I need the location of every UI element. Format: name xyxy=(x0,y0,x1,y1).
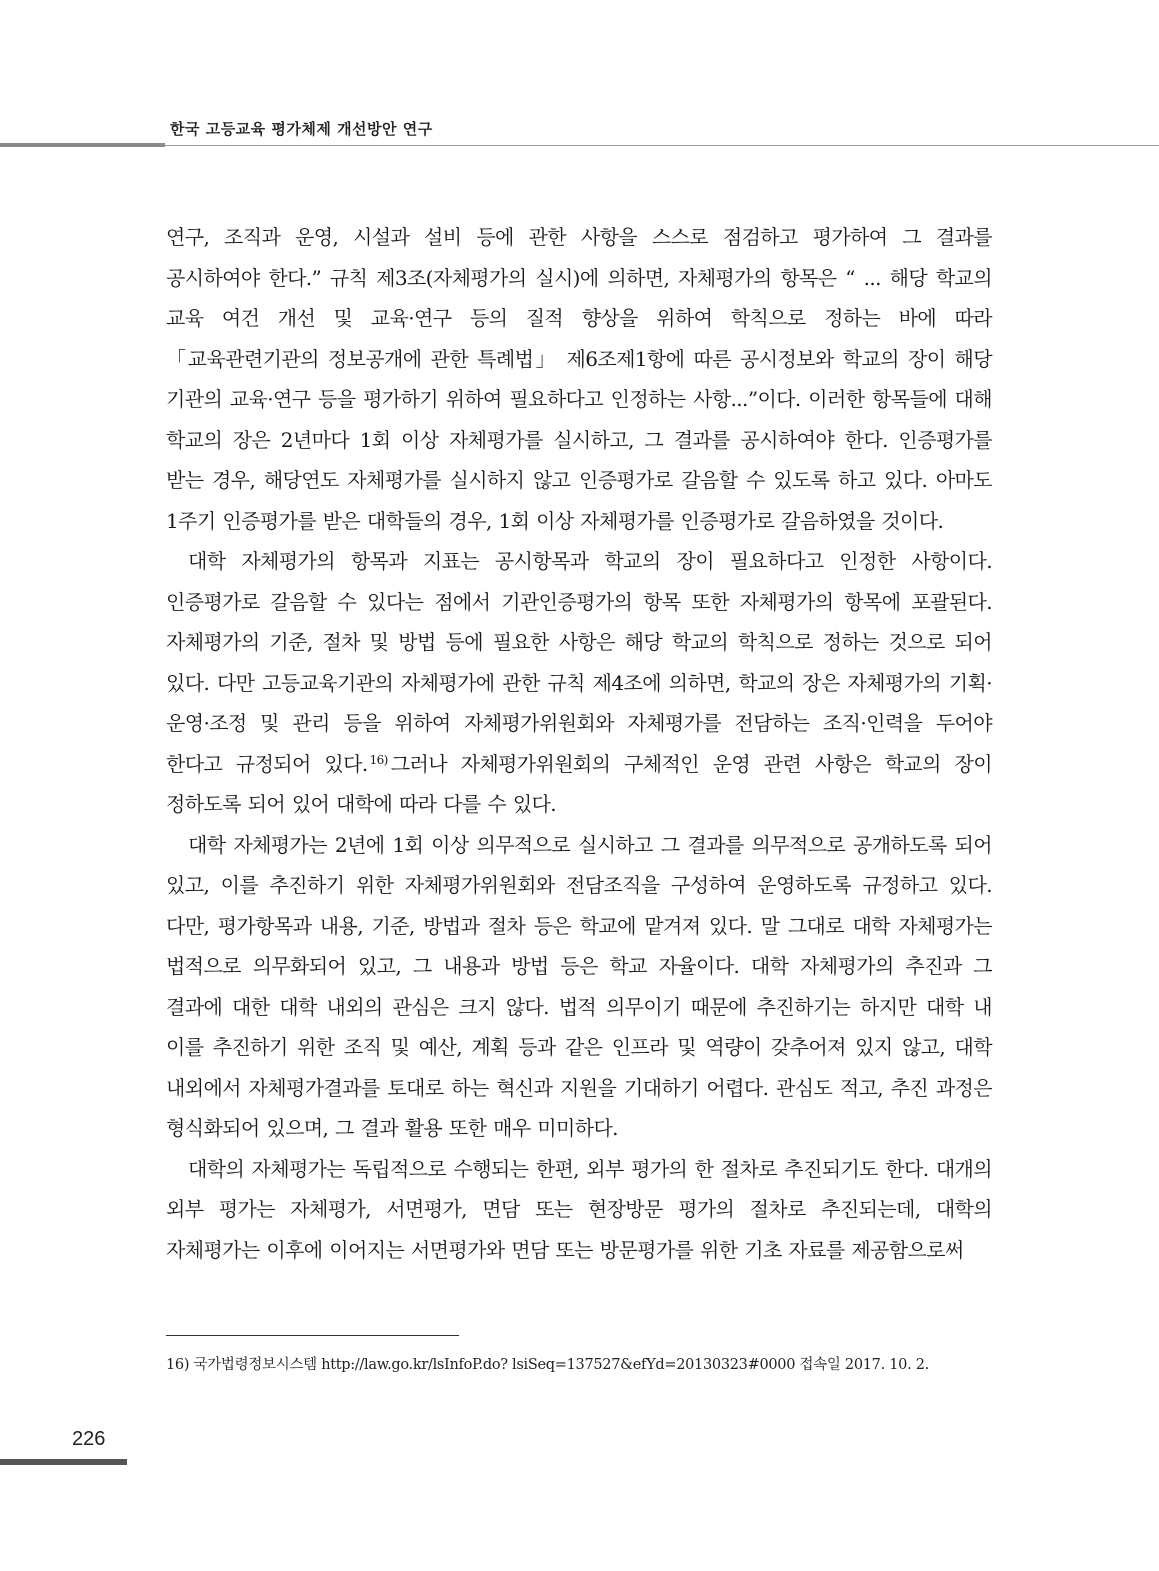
footer-bar xyxy=(0,1459,127,1465)
body-text xyxy=(166,217,992,1270)
footnote-16: 16) 국가법령정보시스템 http://law.go.kr/lsInfoP.do? lsiSeq=137527&efYd=20130323#0000 접속일 2017. 10. 2. xyxy=(166,1357,929,1373)
page-number: 226 xyxy=(72,1428,106,1450)
footnote-rule xyxy=(166,1335,459,1336)
header-rule-accent xyxy=(0,143,165,147)
header-rule xyxy=(165,145,1159,146)
paragraph-3: 대학 자체평가는 2년에 1회 이상 의무적으로 실시하고 그 결과를 의무적으로 공개하도록 되어 있고, 이를 추진하기 위한 자체평가위원회와 전담조직을 구성하여 운영하도록 규정하고 있다. 다만, 평가항목과 내용, 기준, 방법과 절차 등은 학교에 맡겨져 있다. 말 그대로 대학 자체평가는 법적으로 의무화되어 있고, 그 내용과 방법 등은 학교 자율이다. 대학 자체평가의 추진과 그 결과에 대한 대학 내외의 관심은 크지 않다. 법적 의무이기 때문에 추진하기는 하지만 대학 내 이를 추진하기 위한 조직 및 예산, 계획 등과 같은 인프라 및 역량이 갖추어져 있지 않고, 대학 내외에서 자체평가결과를 토대로 하는 혁신과 지원을 기대하기 어렵다. 관심도 적고, 추진 과정은 형식화되어 있으며, 그 결과 활용 또한 매우 미미하다. xyxy=(166,832,992,1140)
paragraph-2-text-a: 대학 자체평가의 항목과 지표는 공시항목과 학교의 장이 필요하다고 인정한 사항이다. 인증평가로 갈음할 수 있다는 점에서 기관인증평가의 항목 또한 자체평가의 항목에 포괄된다. 자체평가의 기준, 절차 및 방법 등에 필요한 사항은 해당 학교의 학칙으로 정하는 것으로 되어 있다. 다만 고등교육기관의 자체평가에 관한 규칙 제4조에 의하면, 학교의 장은 자체평가의 기획·운영·조정 및 관리 등을 위하여 자체평가위원회와 자체평가를 전담하는 조직·인력을 두어야 한다고 규정되어 있다. xyxy=(166,549,992,776)
footnote-reference[interactable]: 16) xyxy=(369,752,388,767)
paragraph-1: 연구, 조직과 운영, 시설과 설비 등에 관한 사항을 스스로 점검하고 평가하여 그 결과를 공시하여야 한다.” 규칙 제3조(자체평가의 실시)에 의하면, 자체평가의 항목은 “ ... 해당 학교의 교육 여건 개선 및 교육·연구 등의 질적 향상을 위하여 학칙으로 정하는 바에 따라 「교육관련기관의 정보공개에 관한 특례법」 제6조제1항에 따른 공시정보와 학교의 장이 해당 기관의 교육·연구 등을 평가하기 위하여 필요하다고 인정하는 사항...”이다. 이러한 항목들에 대해 학교의 장은 2년마다 1회 이상 자체평가를 실시하고, 그 결과를 공시하여야 한다. 인증평가를 받는 경우, 해당연도 자체평가를 실시하지 않고 인증평가로 갈음할 수 있도록 하고 있다. 아마도 1주기 인증평가를 받은 대학들의 경우, 1회 이상 자체평가를 인증평가로 갈음하였을 것이다. xyxy=(166,225,992,533)
paragraph-4: 대학의 자체평가는 독립적으로 수행되는 한편, 외부 평가의 한 절차로 추진되기도 한다. 대개의 외부 평가는 자체평가, 서면평가, 면담 또는 현장방문 평가의 절차로 추진되는데, 대학의 자체평가는 이후에 이어지는 서면평가와 면담 또는 방문평가를 위한 기초 자료를 제공함으로써 xyxy=(166,1156,992,1262)
running-header-title: 한국 고등교육 평가체제 개선방안 연구 xyxy=(170,120,433,138)
paragraph-2 xyxy=(166,541,992,825)
paragraph-2-text-b: 그러나 자체평가위원회의 구체적인 운영 관련 사항은 학교의 장이 정하도록 되어 있어 대학에 따라 다를 수 있다. xyxy=(166,751,992,816)
